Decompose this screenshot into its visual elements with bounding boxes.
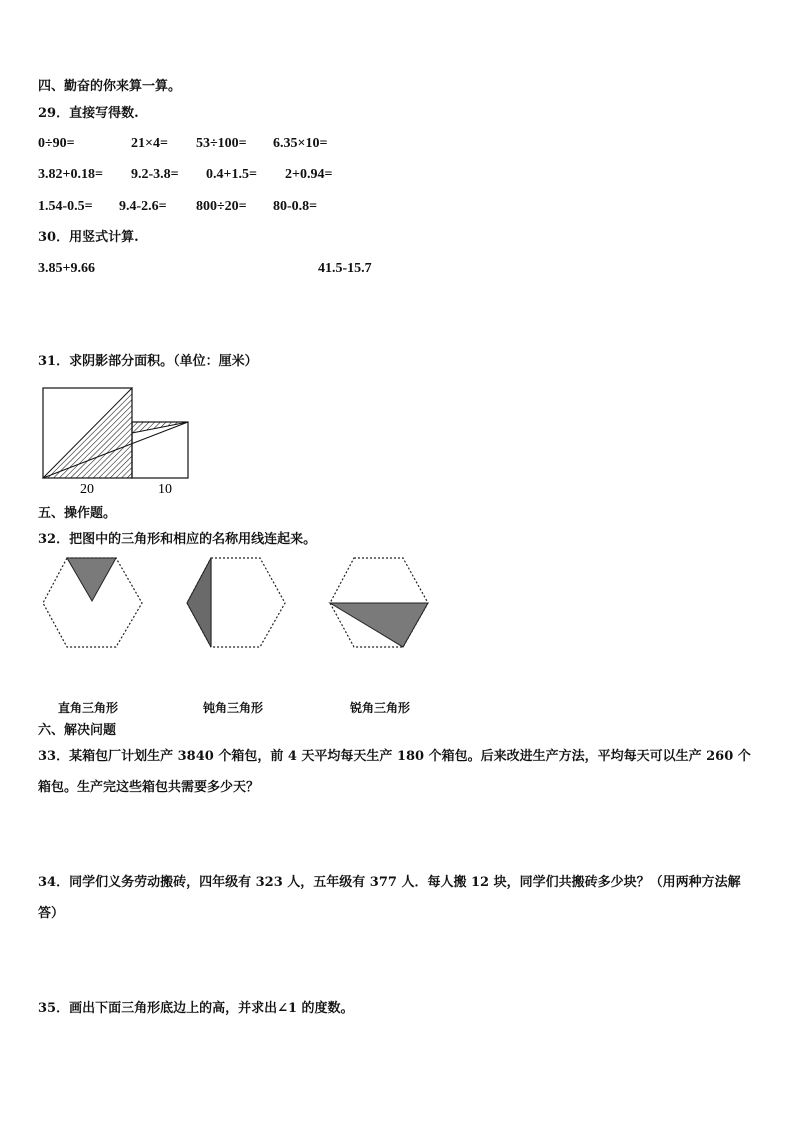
calc-r2-c3: 0.4+1.5= (206, 167, 257, 182)
calc-r1-c1: 0÷90= (38, 136, 75, 151)
vertical-calc-2: 41.5-15.7 (318, 261, 372, 276)
shaded-triangle-hex3 (330, 603, 428, 647)
calc-r3-c4: 80-0.8= (273, 199, 318, 214)
question-31-label: 31．求阴影部分面积。（单位：厘米） (38, 354, 258, 369)
shaded-triangle-hex1 (67, 558, 116, 601)
question-30-label: 30．用竖式计算. (38, 230, 139, 245)
calc-r2-c2: 9.2-3.8= (131, 167, 179, 182)
section-6-title: 六、解决问题 (38, 723, 117, 738)
hexagon-figure-2 (184, 555, 294, 645)
question-34-line1: 34．同学们义务劳动搬砖，四年级有 323 人，五年级有 377 人．每人搬 12 块，同学们共搬砖多少块？（用两种方法解 (38, 875, 741, 890)
shaded-area-figure (36, 382, 236, 497)
dim-label-20: 20 (80, 482, 94, 497)
calc-r1-c4: 6.35×10= (273, 136, 328, 151)
hexagon-figure-3 (327, 555, 437, 645)
calc-r2-c1: 3.82+0.18= (38, 167, 103, 182)
section-5-title: 五、操作题。 (38, 506, 117, 521)
triangle-name-obtuse: 钝角三角形 (203, 701, 264, 715)
vertical-calc-1: 3.85+9.66 (38, 261, 95, 276)
shaded-triangle-right (132, 422, 188, 433)
calc-r1-c3: 53÷100= (196, 136, 247, 151)
shaded-triangle-hex2 (187, 558, 211, 647)
calc-r3-c2: 9.4-2.6= (119, 199, 167, 214)
calc-r1-c2: 21×4= (131, 136, 168, 151)
question-33-line1: 33．某箱包厂计划生产 3840 个箱包，前 4 天平均每天生产 180 个箱包。后来改进生产方法，平均每天可以生产 260 个 (38, 749, 751, 764)
triangle-name-right: 直角三角形 (58, 701, 119, 715)
calc-r2-c4: 2+0.94= (285, 167, 333, 182)
question-34-line2: 答） (38, 906, 65, 921)
shaded-triangle-left (43, 388, 132, 478)
hexagon-figure-1 (40, 555, 150, 645)
triangle-name-acute: 锐角三角形 (350, 701, 411, 715)
question-32-label: 32．把图中的三角形和相应的名称用线连起来。 (38, 532, 317, 547)
question-29-label: 29．直接写得数. (38, 106, 139, 121)
calc-r3-c1: 1.54-0.5= (38, 199, 93, 214)
question-33-line2: 箱包。生产完这些箱包共需要多少天？ (38, 780, 260, 795)
question-35-label: 35．画出下面三角形底边上的高，并求出∠1 的度数。 (38, 1001, 354, 1016)
calc-r3-c3: 800÷20= (196, 199, 247, 214)
dim-label-10: 10 (158, 482, 172, 497)
section-4-title: 四、勤奋的你来算一算。 (38, 79, 182, 94)
